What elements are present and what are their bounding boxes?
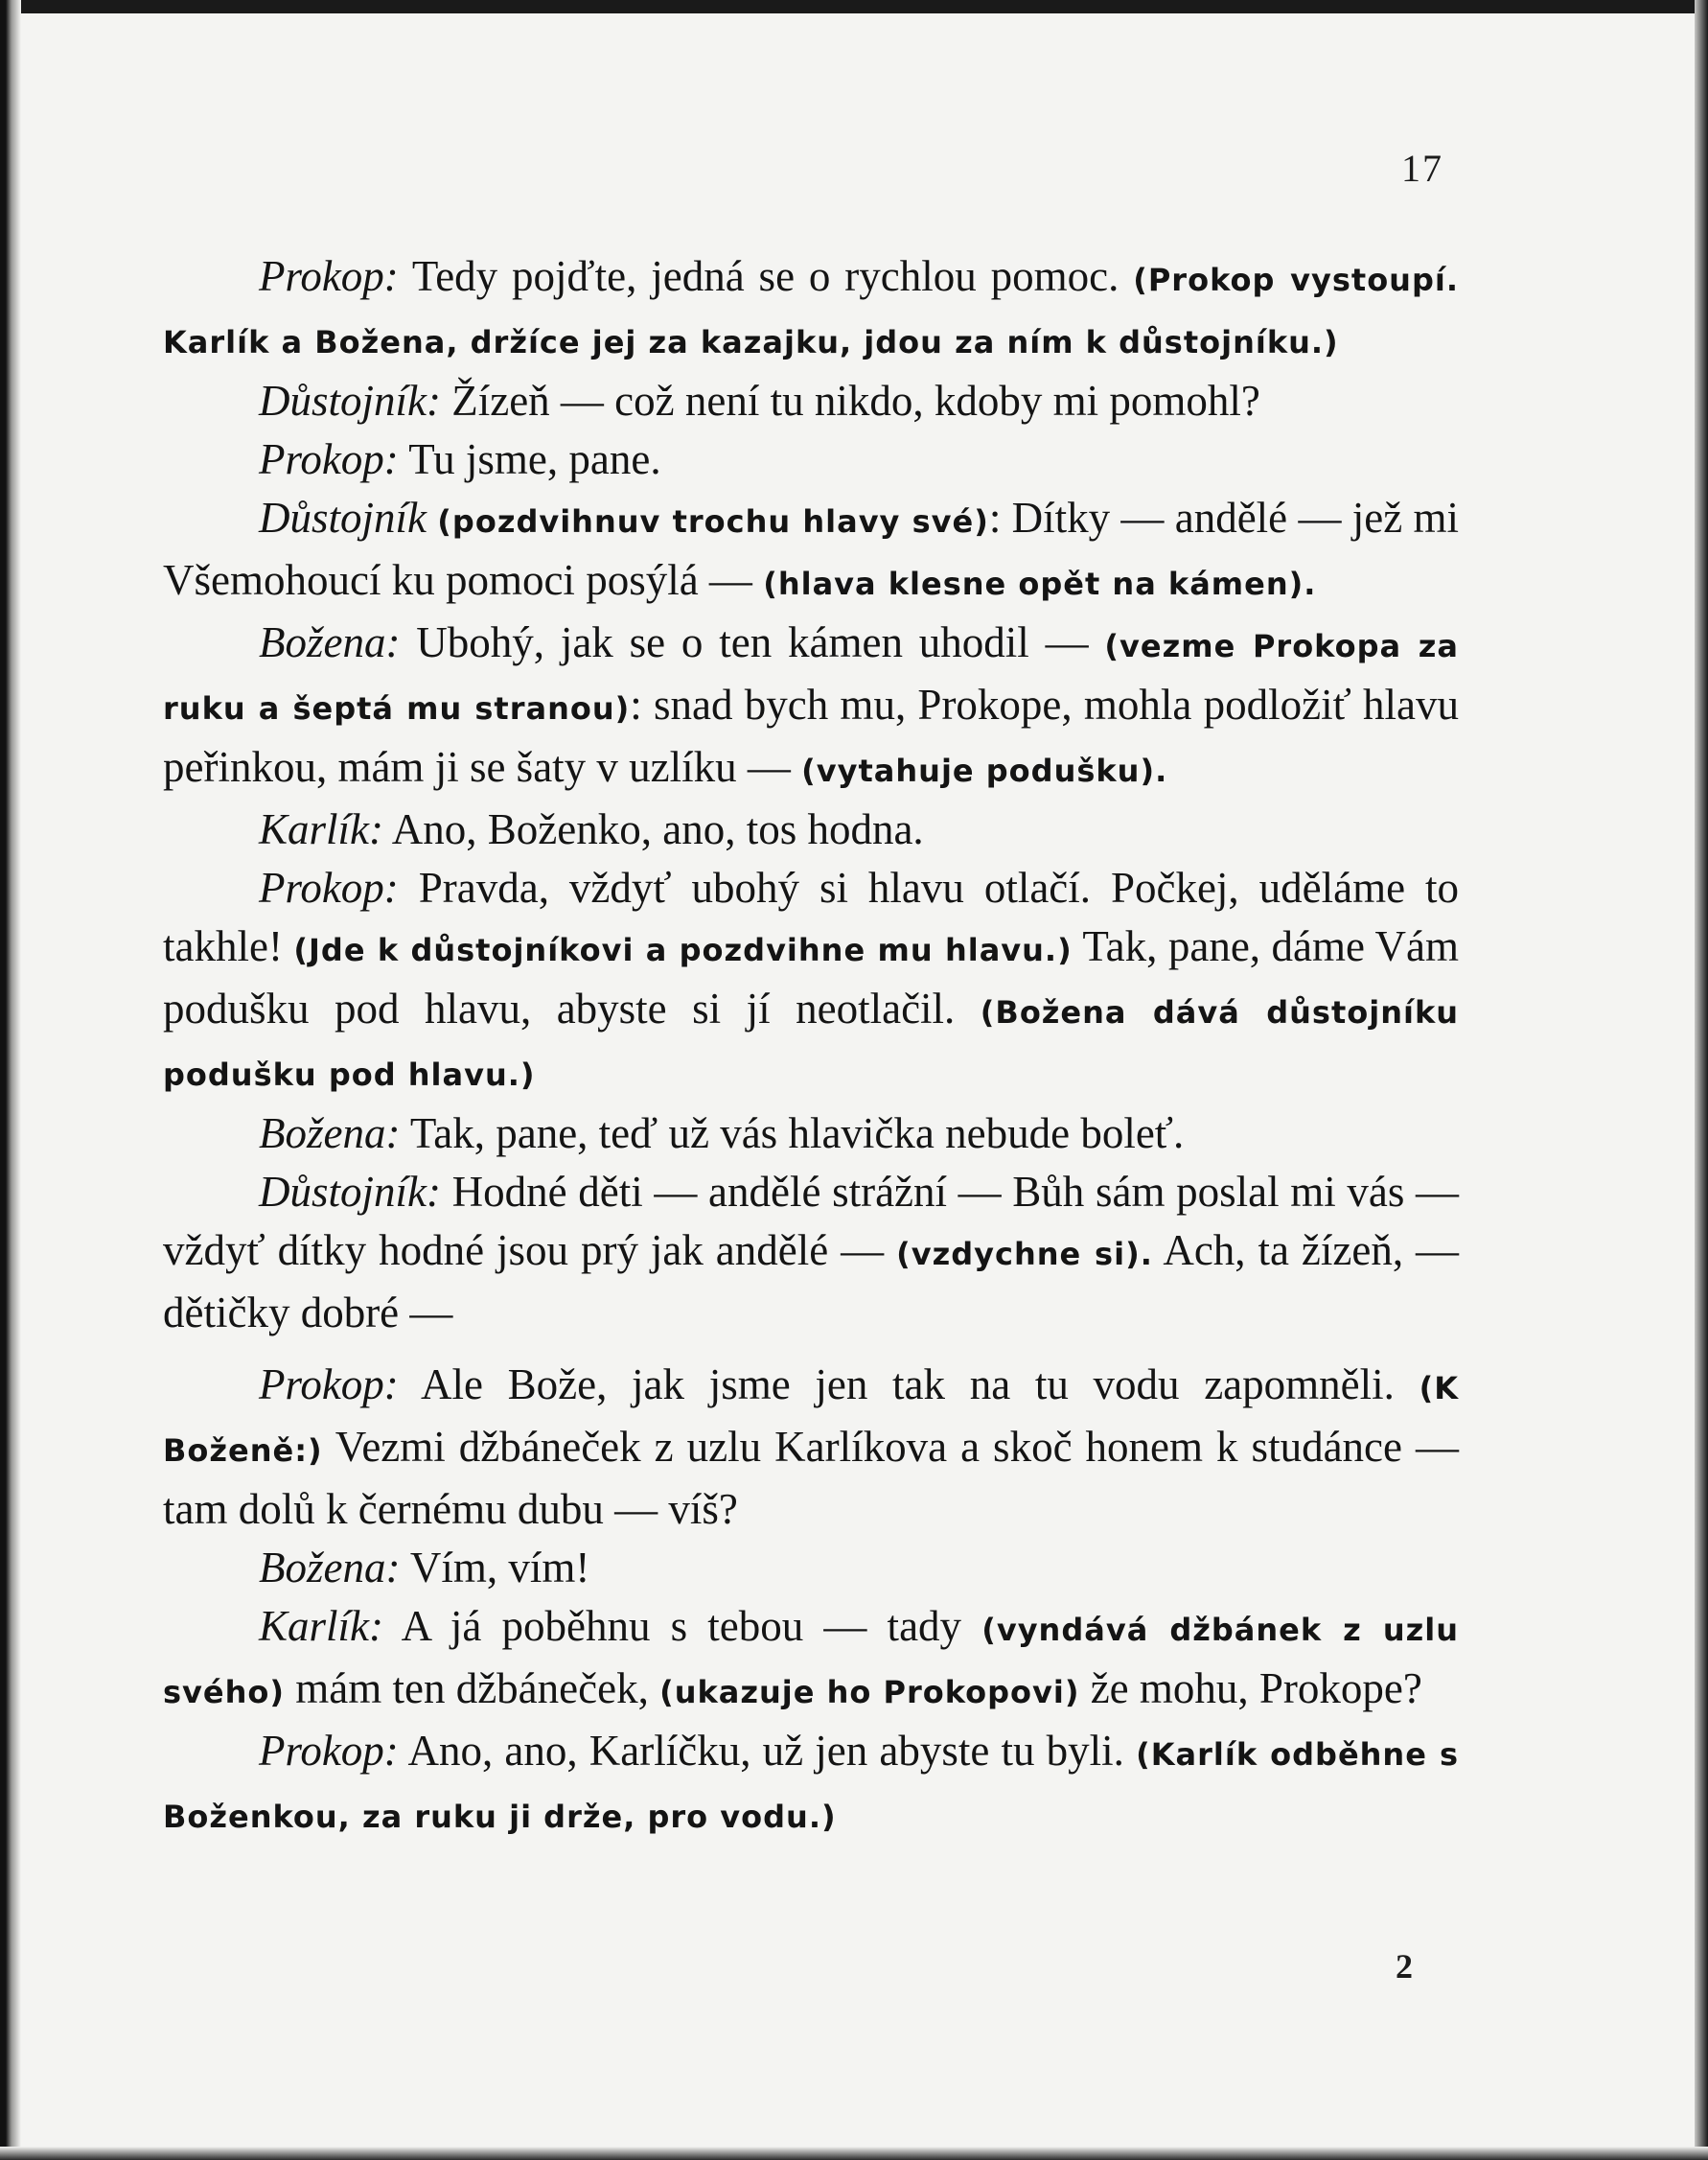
dialogue-paragraph [163, 1539, 1459, 1597]
dialogue-paragraph [163, 801, 1459, 859]
spoken-text: Ubohý, jak se o ten kámen uhodil — [400, 618, 1105, 666]
dialogue-paragraph [163, 247, 1459, 372]
stage-direction: (Jde k důstojníkovi a pozdvihne mu hlavu.) [293, 932, 1073, 968]
speaker-name: Karlík: [259, 805, 383, 853]
spoken-text: Tu jsme, pane. [398, 435, 661, 483]
spoken-text: mám ten džbáneček, [285, 1664, 660, 1712]
spoken-text: Tak, pane, teď už vás hlavička nebude boleť. [400, 1109, 1185, 1157]
stage-direction: (vezme Prokopa za ruku a šeptá mu stranou) [163, 628, 1460, 727]
dialogue-paragraph [163, 372, 1459, 430]
spoken-text: A já poběhnu s tebou — tady [383, 1602, 982, 1650]
speaker-name: Prokop: [259, 864, 399, 912]
speaker-name: Božena: [259, 1544, 401, 1591]
dialogue-paragraph [163, 859, 1459, 1104]
spoken-text: Vezmi džbáneček z uzlu Karlíkova a skoč honem k studánce — tam dolů k černému dubu — víš? [163, 1423, 1459, 1533]
dialogue-paragraph [163, 1356, 1459, 1539]
spoken-text: Ale Bože, jak jsme jen tak na tu vodu zapomněli. [398, 1360, 1419, 1408]
stage-direction: (K Boženě:) [163, 1370, 1459, 1469]
speaker-name: Prokop: [259, 1360, 399, 1408]
speaker-name: Karlík: [259, 1602, 383, 1650]
speaker-name: Důstojník [259, 494, 427, 542]
stage-direction: (Prokop vystoupí. Karlík a Božena, držíce jej za kazajku, jdou za ním k důstojníku.) [163, 262, 1459, 360]
spoken-text: Vím, vím! [400, 1544, 590, 1591]
stage-direction: (Karlík odběhne s Boženkou, za ruku ji drže, pro vodu.) [163, 1736, 1460, 1835]
stage-direction: (vyndává džbánek z uzlu svého) [163, 1612, 1459, 1710]
speaker-name: Důstojník: [259, 377, 441, 425]
dialogue-paragraph [163, 614, 1459, 801]
dialogue-paragraph [163, 489, 1459, 614]
speaker-name: Prokop: [259, 1727, 399, 1775]
dialogue-paragraph [163, 1597, 1459, 1722]
spoken-text: Ano, Boženko, ano, tos hodna. [383, 805, 924, 853]
scan-border-left [0, 0, 21, 2160]
stage-direction: (vzdychne si). [896, 1236, 1153, 1272]
dialogue-paragraph [163, 1163, 1459, 1342]
scan-border-right [1695, 0, 1708, 2160]
stage-direction: (vytahuje podušku). [801, 753, 1168, 789]
stage-direction: (pozdvihnuv trochu hlavy své) [437, 503, 989, 540]
speaker-name: Prokop: [259, 252, 399, 300]
stage-direction: (hlava klesne opět na kámen). [763, 566, 1317, 602]
page-number: 17 [1401, 147, 1443, 190]
spoken-text: Ach, ta žízeň, — dětičky dobré — [163, 1226, 1460, 1336]
stage-direction: (Božena dává důstojníku podušku pod hlavu.) [163, 994, 1459, 1093]
signature-mark: 2 [1396, 1947, 1413, 1986]
stage-direction: (ukazuje ho Prokopovi) [659, 1674, 1080, 1710]
spoken-text: Pravda, vždyť ubohý si hlavu otlačí. Počkej, uděláme to takhle! [163, 864, 1459, 970]
dialogue-text [163, 247, 1459, 1846]
spoken-text: Hodné děti — andělé strážní — Bůh sám poslal mi vás — vždyť dítky hodné jsou prý jak andělé — [163, 1168, 1459, 1274]
spoken-text: Tedy pojďte, jedná se o rychlou pomoc. [398, 252, 1134, 300]
speaker-name: Božena: [259, 1109, 401, 1157]
spoken-text: : Dítky — andělé — jež mi Všemohoucí ku pomoci posýlá — [163, 494, 1459, 604]
spoken-text: Tak, pane, dáme Vám podušku pod hlavu, abyste si jí neotlačil. [163, 922, 1460, 1033]
spoken-text: že mohu, Prokope? [1079, 1664, 1422, 1712]
dialogue-paragraph [163, 1722, 1459, 1846]
spoken-text: : snad bych mu, Prokope, mohla podložiť hlavu peřinkou, mám ji se šaty v uzlíku — [163, 681, 1460, 791]
dialogue-paragraph [163, 430, 1459, 489]
speaker-name: Božena: [259, 618, 401, 666]
speaker-name: Důstojník: [259, 1168, 441, 1216]
spoken-text: Ano, ano, Karlíčku, už jen abyste tu byli. [398, 1727, 1137, 1775]
scan-border-top [0, 0, 1708, 13]
dialogue-paragraph [163, 1104, 1459, 1163]
spoken-text: Žízeň — což není tu nikdo, kdoby mi pomohl? [440, 377, 1260, 425]
speaker-name: Prokop: [259, 435, 399, 483]
scan-border-bottom [0, 2147, 1708, 2160]
spoken-text [427, 494, 437, 542]
